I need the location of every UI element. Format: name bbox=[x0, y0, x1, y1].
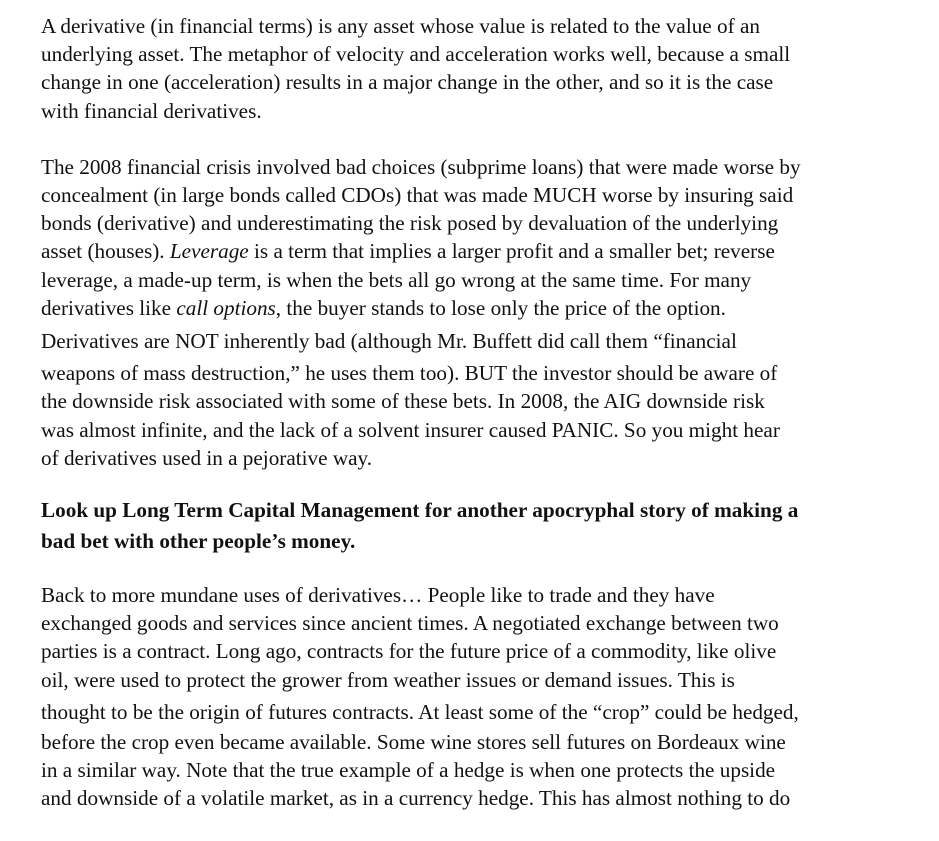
text-line: of derivatives used in a pejorative way. bbox=[41, 445, 373, 470]
text-line: Derivatives are NOT inherently bad (although Mr. Buffett did call them “financial bbox=[41, 329, 737, 354]
paragraph-bold-ltcm-note bbox=[41, 495, 933, 557]
paragraph-derivative-definition bbox=[41, 12, 933, 125]
text-run: asset (houses). bbox=[41, 239, 170, 264]
text-line: weapons of mass destruction,” he uses them too). BUT the investor should be aware of bbox=[41, 361, 778, 386]
document-page bbox=[41, 12, 933, 813]
text-run: , the buyer stands to lose only the price of the option. bbox=[275, 295, 726, 320]
text-line: change in one (acceleration) results in a major change in the other, and so it is the case bbox=[41, 70, 774, 95]
text-line: before the crop even became available. Some wine stores sell futures on Bordeaux wine bbox=[41, 730, 786, 755]
text-line: thought to be the origin of futures contracts. At least some of the “crop” could be hedged, bbox=[41, 699, 799, 724]
text-line: and downside of a volatile market, as in a currency hedge. This has almost nothing to do bbox=[41, 786, 791, 811]
paragraph-derivatives-not-bad bbox=[41, 327, 933, 472]
text-line: concealment (in large bonds called CDOs) that was made MUCH worse by insuring said bbox=[41, 183, 794, 208]
text-line: The 2008 financial crisis involved bad choices (subprime loans) that were made worse by bbox=[41, 154, 801, 179]
text-line: was almost infinite, and the lack of a solvent insurer caused PANIC. So you might hear bbox=[41, 417, 780, 442]
italic-term-call-options: call options bbox=[176, 295, 276, 320]
italic-term-leverage: Leverage bbox=[169, 239, 249, 264]
text-line: parties is a contract. Long ago, contracts for the future price of a commodity, like olive bbox=[41, 639, 777, 664]
text-run: is a term that implies a larger profit and a smaller bet; reverse bbox=[248, 239, 775, 264]
text-line: leverage, a made-up term, is when the bets all go wrong at the same time. For many bbox=[41, 267, 752, 292]
text-line bbox=[41, 294, 933, 322]
text-line: Back to more mundane uses of derivatives… People like to trade and they have bbox=[41, 583, 715, 608]
text-line: A derivative (in financial terms) is any asset whose value is related to the value of an bbox=[41, 14, 760, 38]
text-run: derivatives like bbox=[41, 295, 177, 320]
text-line: exchanged goods and services since ancient times. A negotiated exchange between two bbox=[41, 611, 779, 636]
paragraph-financial-crisis bbox=[41, 153, 933, 322]
text-line: Look up Long Term Capital Management for another apocryphal story of making a bbox=[41, 498, 799, 523]
text-line: underlying asset. The metaphor of velocity and acceleration works well, because a small bbox=[41, 42, 791, 67]
text-line: oil, were used to protect the grower from weather issues or demand issues. This is bbox=[41, 667, 735, 692]
text-line: the downside risk associated with some of these bets. In 2008, the AIG downside risk bbox=[41, 389, 765, 414]
text-line: in a similar way. Note that the true example of a hedge is when one protects the upside bbox=[41, 758, 776, 783]
paragraph-mundane-uses bbox=[41, 581, 933, 813]
text-line: bonds (derivative) and underestimating the risk posed by devaluation of the underlying bbox=[41, 211, 779, 236]
text-line: with financial derivatives. bbox=[41, 98, 262, 123]
text-line: bad bet with other people’s money. bbox=[41, 529, 356, 554]
text-line bbox=[41, 237, 933, 265]
